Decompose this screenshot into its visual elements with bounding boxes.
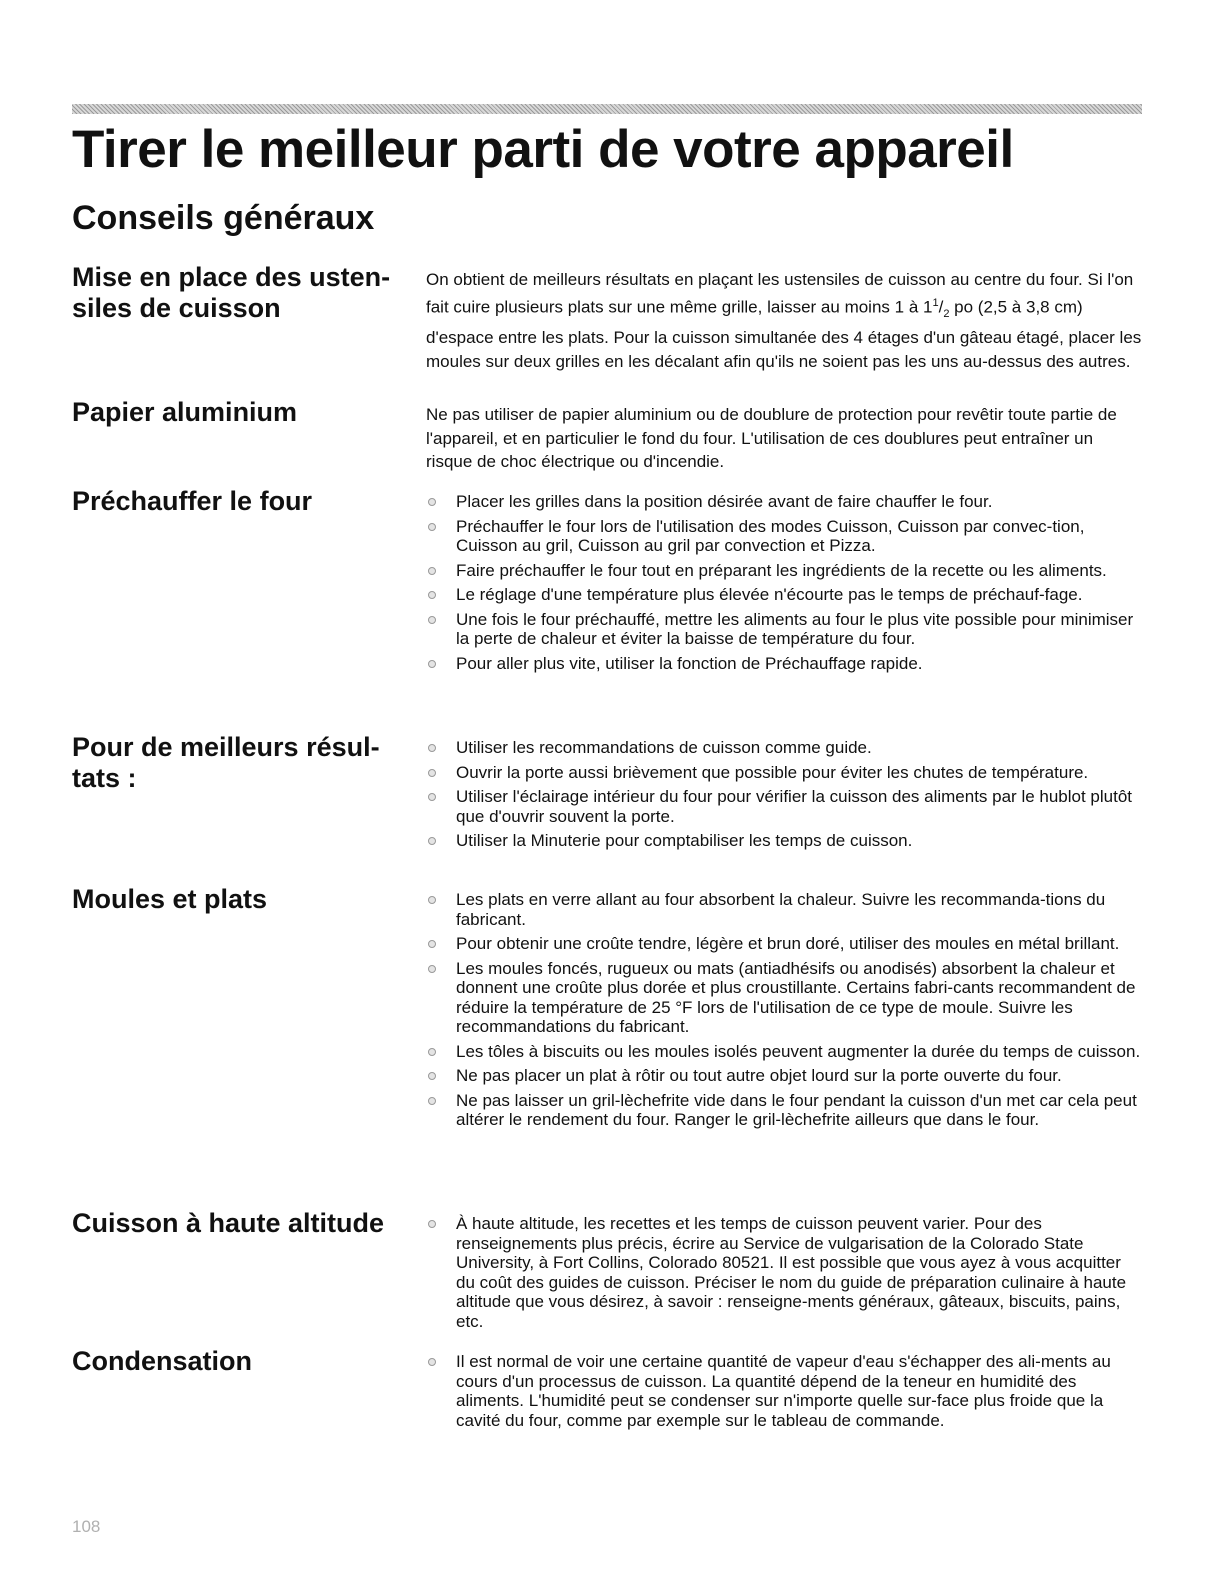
bullet-list	[426, 890, 1142, 1130]
list-item-text: Pour obtenir une croûte tendre, légère et brun doré, utiliser des moules en métal brillant.	[456, 934, 1120, 953]
list-item-text: Une fois le four préchauffé, mettre les aliments au four le plus vite possible pour minimiser la perte de chaleur et éviter la baisse de température du four.	[456, 609, 1134, 648]
page-number: 108	[72, 1517, 101, 1536]
list-item-text: Utiliser l'éclairage intérieur du four pour vérifier la cuisson des aliments par le hublot plutôt que d'ouvrir souvent la porte.	[456, 787, 1133, 826]
list-item-text: À haute altitude, les recettes et les temps de cuisson peuvent varier. Pour des renseignements plus précis, écrire au Service de vulgarisation de la Colorado State University, à Fort Collins, Colorado 80521. Il est possible que vous ayez à vous acquitter du coût des guides de cuisson. Préciser le nom du guide de préparation culinaire à haute altitude que vous désirez, à savoir : renseigne-ments généraux, gâteaux, biscuits, pains, etc.	[456, 1214, 1127, 1331]
list-item	[426, 831, 1142, 851]
bullet-icon	[428, 660, 436, 668]
bullet-icon	[428, 1097, 436, 1105]
list-item	[426, 890, 1142, 929]
page-subtitle: Conseils généraux	[72, 199, 375, 237]
bullet-icon	[428, 837, 436, 845]
list-item	[426, 492, 1142, 512]
section-title: Préchauffer le four	[72, 486, 313, 516]
fraction-slash: /	[938, 297, 944, 317]
bullet-icon	[428, 744, 436, 752]
section-body	[426, 403, 1142, 474]
list-item	[426, 1042, 1142, 1062]
list-item	[426, 517, 1142, 556]
list-item-text: Ne pas laisser un gril-lèchefrite vide dans le four pendant la cuisson d'un met car cela peut altérer le rendement du four. Ranger le gril-lèchefrite ailleurs que dans le four.	[456, 1090, 1137, 1129]
bullet-icon	[428, 769, 436, 777]
section-title: Papier aluminium	[72, 397, 298, 427]
section-body	[426, 1352, 1142, 1435]
section-body	[426, 492, 1142, 678]
bullet-icon	[428, 965, 436, 973]
list-item	[426, 1352, 1142, 1430]
list-item-text: Ouvrir la porte aussi brièvement que possible pour éviter les chutes de température.	[456, 762, 1089, 782]
list-item	[426, 763, 1142, 783]
list-item	[426, 787, 1142, 826]
section-title: Mise en place des usten-siles de cuisson	[72, 262, 391, 323]
list-item-text: Les plats en verre allant au four absorbent la chaleur. Suivre les recommanda-tions du fabricant.	[456, 890, 1106, 929]
list-item-text: Le réglage d'une température plus élevée n'écourte pas le temps de préchauf-fage.	[456, 585, 1083, 604]
bullet-list	[426, 1214, 1142, 1331]
list-item	[426, 1214, 1142, 1331]
header-rule	[72, 104, 1142, 114]
bullet-icon	[428, 1358, 436, 1366]
bullet-icon	[428, 498, 436, 506]
section-paragraph	[426, 268, 1142, 373]
bullet-icon	[428, 1048, 436, 1056]
bullet-icon	[428, 793, 436, 801]
list-item-text: Placer les grilles dans la position désirée avant de faire chauffer le four.	[456, 492, 993, 511]
page-title: Tirer le meilleur parti de votre appareil	[72, 120, 1014, 179]
list-item-text: Préchauffer le four lors de l'utilisation des modes Cuisson, Cuisson par convec-tion, Cuisson au gril, Cuisson au gril par convection et Pizza.	[456, 516, 1085, 555]
list-item-text: Ne pas placer un plat à rôtir ou tout autre objet lourd sur la porte ouverte du four.	[456, 1066, 1062, 1085]
list-item	[426, 1066, 1142, 1086]
list-item-text: Il est normal de voir une certaine quantité de vapeur d'eau s'échapper des ali-ments au cours d'un processus de cuisson. La quantité dépend de la teneur en humidité des aliments. L'humidité peut se condenser sur n'importe quelle sur-face plus froide que la cavité du four, comme par exemple sur le tableau de commande.	[456, 1352, 1111, 1430]
list-item-text: Utiliser les recommandations de cuisson comme guide.	[456, 738, 872, 757]
list-item-text: Utiliser la Minuterie pour comptabiliser les temps de cuisson.	[456, 831, 913, 850]
list-item-text: Les moules foncés, rugueux ou mats (antiadhésifs ou anodisés) absorbent la chaleur et donnent une croûte plus dorée et plus croustillante. Certains fabri-cants recommandent de réduire la température de 25 °F lors de l'utilisation de ce type de moule. Suivre les recommandations du fabricant.	[456, 958, 1136, 1036]
list-item	[426, 738, 1142, 758]
bullet-list	[426, 1352, 1142, 1430]
bullet-icon	[428, 591, 436, 599]
bullet-icon	[428, 1072, 436, 1080]
section-body	[426, 1214, 1142, 1336]
section-title: Moules et plats	[72, 884, 268, 914]
section-title: Pour de meilleurs résul-tats :	[72, 732, 380, 793]
paragraph-text: po (2,5 à 3,8 cm) d'espace entre les plats. Pour la cuisson simultanée des 4 étages d'un gâteau étagé, placer les moules sur deux grilles en les décalant afin qu'ils ne soient pas les uns au-dessus des autres.	[426, 297, 1142, 371]
bullet-icon	[428, 523, 436, 531]
list-item	[426, 585, 1142, 605]
section-body	[426, 738, 1142, 856]
section-title: Cuisson à haute altitude	[72, 1208, 385, 1238]
list-item	[426, 610, 1142, 649]
list-item	[426, 959, 1142, 1037]
list-item	[426, 934, 1142, 954]
list-item-text: Pour aller plus vite, utiliser la fonction de Préchauffage rapide.	[456, 653, 923, 673]
bullet-icon	[428, 616, 436, 624]
paragraph-text: On obtient de meilleurs résultats en plaçant les ustensiles de cuisson au centre du four. Si l'on fait cuire plusieurs plats sur une même grille, laisser au moins 1 à 1	[426, 270, 1134, 317]
list-item-text: Les tôles à biscuits ou les moules isolés peuvent augmenter la durée du temps de cuisson.	[456, 1041, 1141, 1061]
list-item	[426, 561, 1142, 581]
section-body	[426, 890, 1142, 1135]
fraction-denominator: 2	[943, 307, 950, 320]
list-item	[426, 1091, 1142, 1130]
fraction-numerator: 1	[932, 296, 939, 309]
bullet-list	[426, 738, 1142, 851]
bullet-icon	[428, 896, 436, 904]
list-item	[426, 654, 1142, 674]
section-title: Condensation	[72, 1346, 252, 1376]
section-body	[426, 268, 1142, 373]
section-paragraph: Ne pas utiliser de papier aluminium ou de doublure de protection pour revêtir toute partie de l'appareil, et en particulier le fond du four. L'utilisation de ces doublures peut entraîner un risque de choc électrique ou d'incendie.	[426, 405, 1117, 471]
bullet-list	[426, 492, 1142, 673]
bullet-icon	[428, 940, 436, 948]
bullet-icon	[428, 1220, 436, 1228]
bullet-icon	[428, 567, 436, 575]
list-item-text: Faire préchauffer le four tout en préparant les ingrédients de la recette ou les aliments.	[456, 560, 1107, 580]
